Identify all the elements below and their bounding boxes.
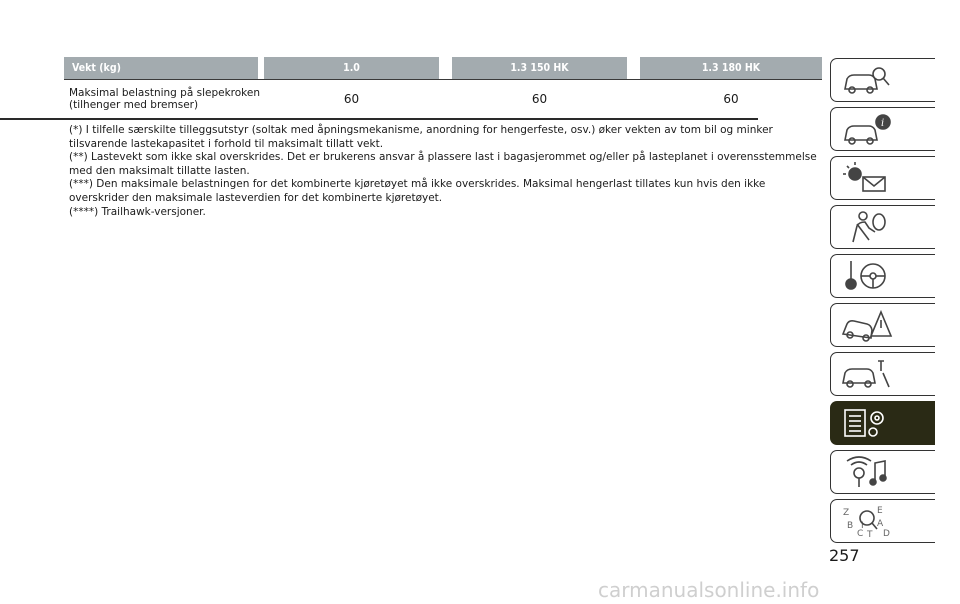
car-maintenance-icon bbox=[839, 357, 893, 391]
tab-emergency[interactable] bbox=[830, 303, 935, 347]
tab-technical-data[interactable] bbox=[830, 401, 935, 445]
page-number: 257 bbox=[829, 546, 860, 565]
footnote: (*) I tilfelle særskilte tilleggsutstyr (soltak med åpningsmekanisme, anordning for hengerfeste, osv.) øker vekten av tom bil og minker tilsvarende lastekapasitet i forhold til maksimalt tillatt vekt. bbox=[69, 124, 773, 150]
row-value-1-0: 60 bbox=[343, 92, 360, 106]
car-info-icon bbox=[839, 112, 893, 146]
index-letter: A bbox=[877, 519, 884, 529]
header-engine-1-0: 1.0 bbox=[264, 57, 439, 80]
row-value-1-3-150: 60 bbox=[531, 92, 548, 106]
table-bottom-rule bbox=[0, 118, 758, 120]
alphabetical-index-icon bbox=[839, 504, 893, 538]
watermark-url: carmanualsonline.info bbox=[598, 578, 820, 602]
index-letter: E bbox=[877, 506, 883, 516]
index-letter: T bbox=[867, 530, 873, 538]
footnotes bbox=[69, 124, 821, 219]
tab-car-search[interactable] bbox=[830, 58, 935, 102]
index-letter: I bbox=[861, 521, 864, 531]
row-value-1-3-180: 60 bbox=[723, 92, 739, 106]
svg-text:i: i bbox=[881, 118, 885, 129]
footnote: (****) Trailhawk-versjoner. bbox=[69, 205, 206, 218]
tab-car-info[interactable] bbox=[830, 107, 935, 151]
row-label-line2: (tilhenger med bremser) bbox=[69, 99, 199, 111]
table-header-row bbox=[64, 57, 822, 80]
index-letter: B bbox=[847, 521, 854, 531]
tab-starting-driving[interactable] bbox=[830, 254, 935, 298]
tab-warning-lights[interactable] bbox=[830, 156, 935, 200]
header-engine-1-3-150: 1.3 150 HK bbox=[452, 57, 627, 80]
spec-table bbox=[64, 57, 822, 118]
warning-lights-message-icon bbox=[839, 161, 893, 195]
car-search-icon bbox=[839, 63, 893, 97]
technical-data-icon bbox=[839, 406, 893, 440]
row-label-line1: Maksimal belastning på slepekroken bbox=[69, 87, 260, 99]
index-letter: C bbox=[857, 529, 864, 538]
key-steering-wheel-icon bbox=[839, 259, 893, 293]
seatbelt-airbag-icon bbox=[839, 210, 893, 244]
tab-maintenance[interactable] bbox=[830, 352, 935, 396]
table-row bbox=[64, 80, 822, 118]
car-accident-warning-icon bbox=[839, 308, 893, 342]
footnote: (**) Lastevekt som ikke skal overskrides. Det er brukerens ansvar å plassere last i bagasjerommet og/eller på lasteplanet i overensstemmelse med den maksimalt tillatte lasten. bbox=[69, 151, 817, 177]
tab-multimedia[interactable] bbox=[830, 450, 935, 494]
row-label bbox=[69, 87, 269, 111]
index-letter: D bbox=[883, 529, 890, 538]
tab-alphabetical-index[interactable] bbox=[830, 499, 935, 543]
tab-safety[interactable] bbox=[830, 205, 935, 249]
multimedia-icon bbox=[839, 455, 893, 489]
footnote: (***) Den maksimale belastningen for det kombinerte kjøretøyet må ikke overskrides. Maksimal hengerlast tillates kun hvis den ikke overskrider den maksimale lasteverdien for det kombinerte kjøretøyet. bbox=[69, 178, 766, 204]
index-letter: Z bbox=[843, 508, 850, 518]
header-weight: Vekt (kg) bbox=[64, 57, 258, 80]
header-engine-1-3-180: 1.3 180 HK bbox=[640, 57, 822, 80]
